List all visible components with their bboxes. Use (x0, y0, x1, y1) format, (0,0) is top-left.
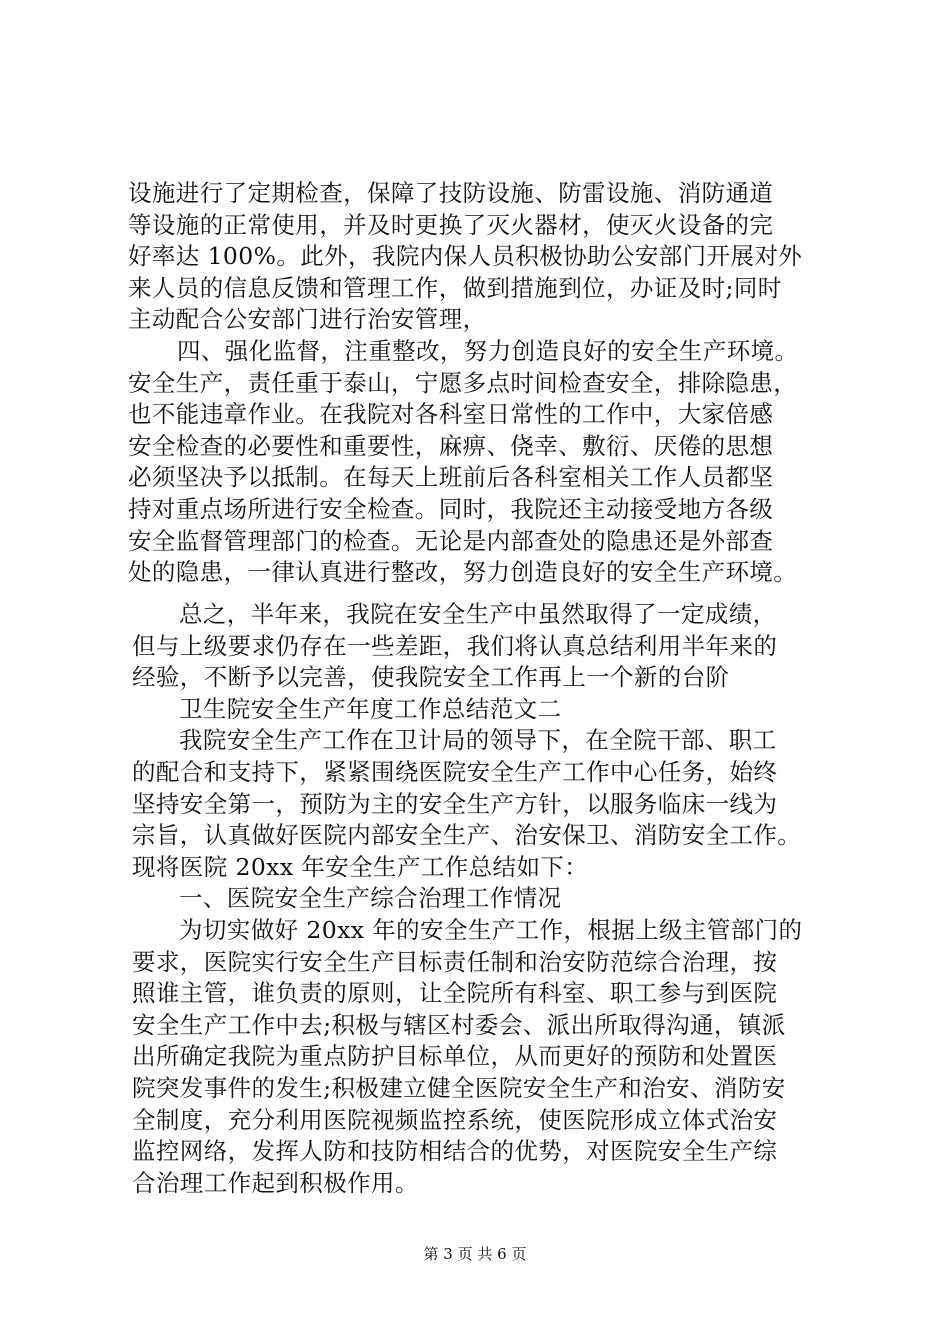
text-line: 我院安全生产工作在卫计局的领导下，在全院干部、职工 (179, 726, 777, 755)
text-line: 但与上级要求仍存在一些差距，我们将认真总结利用半年来的 (132, 631, 778, 660)
text-line: 全制度，充分利用医院视频监控系统，使医院形成立体式治安 (132, 1105, 778, 1134)
text-line: 处的隐患，一律认真进行整改，努力创造良好的安全生产环境。 (128, 558, 798, 587)
text-line: 安全监督管理部门的检查。无论是内部查处的隐患还是外部查 (128, 526, 774, 555)
text-line: 坚持安全第一，预防为主的安全生产方针，以服务临床一线为 (132, 789, 778, 818)
text-line: 要求，医院实行安全生产目标责任制和治安防范综合治理，按 (132, 947, 778, 976)
text-line: 好率达 100%。此外，我院内保人员积极协助公安部门开展对外 (128, 242, 803, 271)
text-line: 四、强化监督，注重整改，努力创造良好的安全生产环境。 (177, 337, 799, 365)
page-footer: 第 3 页 共 6 页 (423, 1245, 527, 1263)
text-line: 总之，半年来，我院在安全生产中虽然取得了一定成绩， (179, 600, 777, 628)
text-line: 出所确定我院为重点防护目标单位，从而更好的预防和处置医 (132, 1042, 778, 1071)
text-line: 照谁主管，谁负责的原则，让全院所有科室、职工参与到医院 (132, 979, 778, 1008)
text-line: 合治理工作起到积极作用。 (132, 1168, 419, 1197)
text-line: 安全检查的必要性和重要性，麻痹、侥幸、敷衍、厌倦的思想 (128, 431, 774, 460)
text-line: 安全生产工作中去;积极与辖区村委会、派出所取得沟通，镇派 (132, 1010, 786, 1039)
text-line: 为切实做好 20xx 年的安全生产工作，根据上级主管部门的 (179, 916, 803, 944)
text-line: 来人员的信息反馈和管理工作，做到措施到位，办证及时;同时 (128, 273, 782, 302)
text-line: 必须坚决予以抵制。在每天上班前后各科室相关工作人员都坚 (128, 463, 774, 492)
text-line: 卫生院安全生产年度工作总结范文二 (179, 694, 562, 723)
text-line: 持对重点场所进行安全检查。同时，我院还主动接受地方各级 (128, 495, 774, 523)
text-line: 一、医院安全生产综合治理工作情况 (179, 884, 562, 913)
text-line: 宗旨，认真做好医院内部安全生产、治安保卫、消防安全工作。 (132, 821, 802, 850)
text-line: 安全生产，责任重于泰山，宁愿多点时间检查安全，排除隐患， (128, 368, 798, 397)
text-line: 主动配合公安部门进行治安管理， (128, 305, 487, 334)
text-line: 也不能违章作业。在我院对各科室日常性的工作中，大家倍感 (128, 400, 774, 429)
text-line: 的配合和支持下，紧紧围绕医院安全生产工作中心任务，始终 (132, 758, 778, 786)
text-line: 等设施的正常使用，并及时更换了灭火器材，使灭火设备的完 (128, 210, 774, 239)
text-line: 监控网络，发挥人防和技防相结合的优势，对医院安全生产综 (132, 1137, 778, 1166)
text-line: 现将医院 20xx 年安全生产工作总结如下： (132, 852, 589, 881)
text-line: 经验，不断予以完善，使我院安全工作再上一个新的台阶 (132, 663, 730, 692)
text-line: 设施进行了定期检查，保障了技防设施、防雷设施、消防通道 (128, 179, 774, 207)
text-line: 院突发事件的发生;积极建立健全医院安全生产和治安、消防安 (132, 1074, 786, 1102)
